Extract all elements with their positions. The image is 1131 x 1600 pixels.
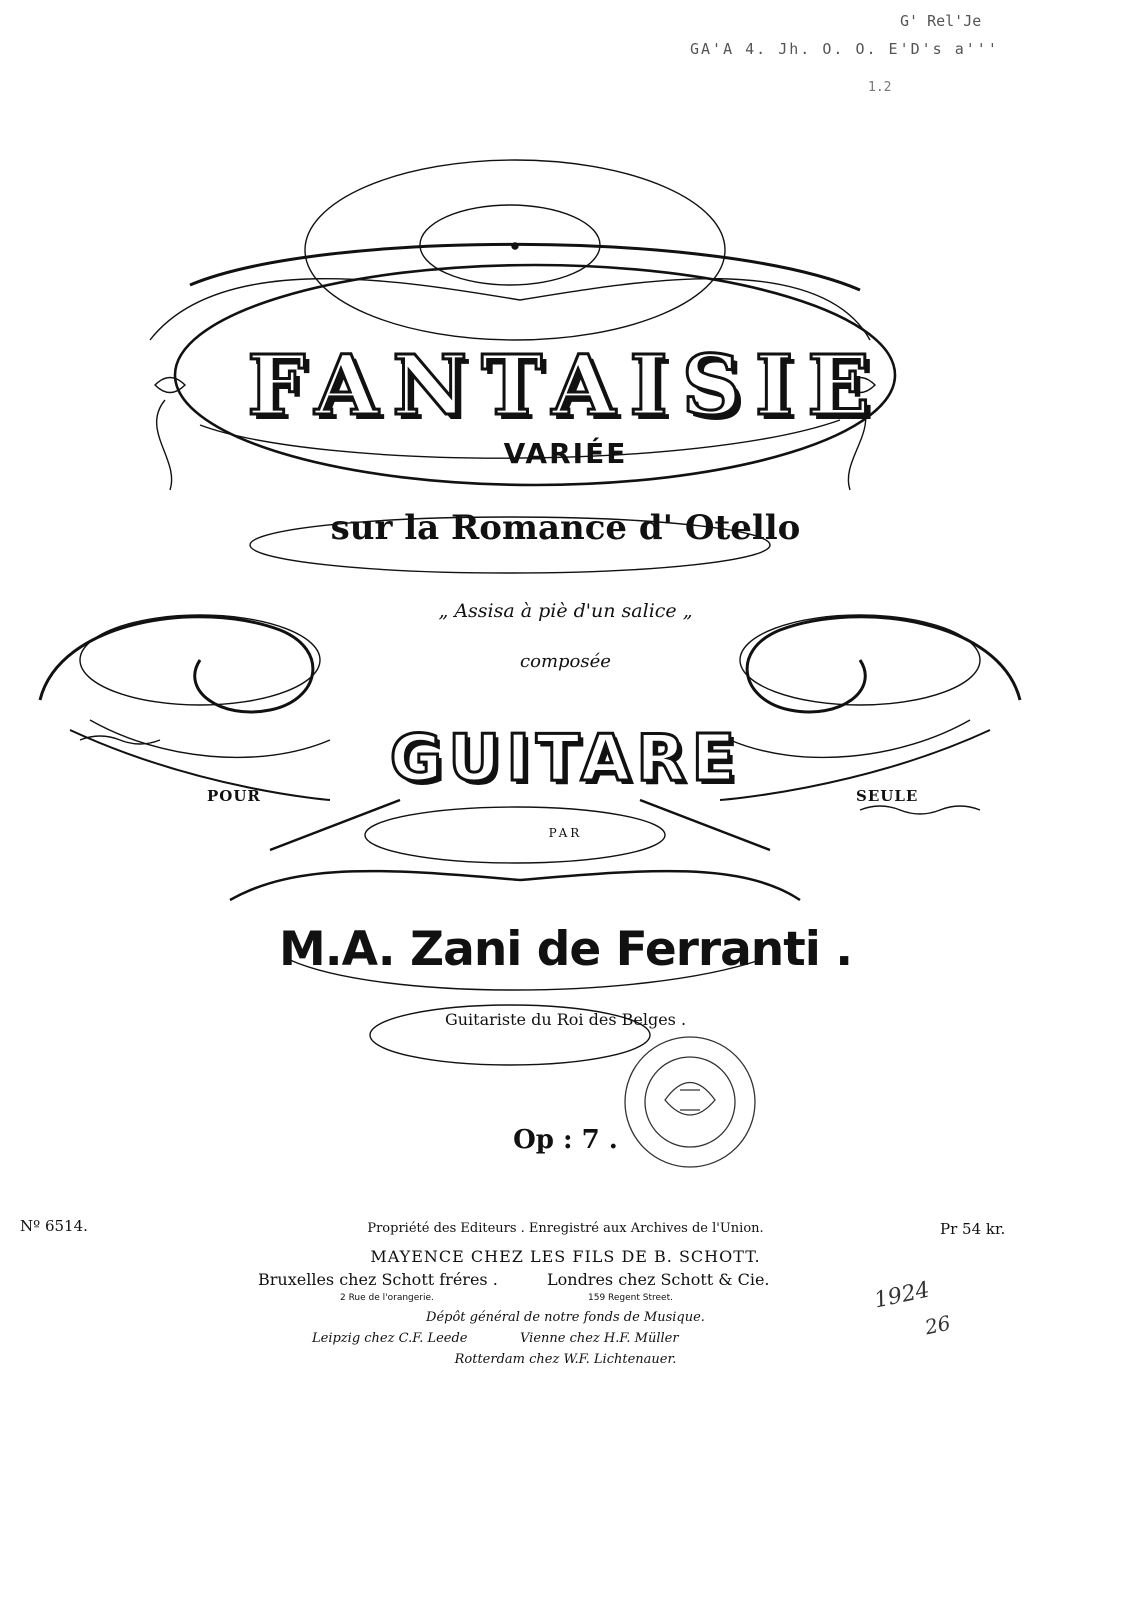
handwritten-number: 26 bbox=[922, 1310, 953, 1340]
leipzig-agent: Leipzig chez C.F. Leede bbox=[312, 1331, 468, 1346]
quote-line: „ Assisa à piè d'un salice „ bbox=[438, 600, 693, 622]
bruxelles-agent: Bruxelles chez Schott fréres . bbox=[258, 1270, 498, 1289]
vienne-agent: Vienne chez H.F. Müller bbox=[520, 1331, 679, 1346]
depot-line: Dépôt général de notre fonds de Musique. bbox=[426, 1310, 705, 1325]
londres-agent: Londres chez Schott & Cie. bbox=[547, 1270, 770, 1289]
library-mark-line2: GA'A 4. Jh. O. O. E'D's a''' bbox=[690, 40, 999, 58]
price: Pr 54 kr. bbox=[940, 1220, 1006, 1238]
plate-number: Nº 6514. bbox=[20, 1217, 88, 1235]
composee-label: composée bbox=[520, 651, 611, 672]
londres-address: 159 Regent Street. bbox=[588, 1293, 673, 1303]
bruxelles-address: 2 Rue de l'orangerie. bbox=[340, 1293, 434, 1303]
opus-number: Op : 7 . bbox=[513, 1125, 618, 1155]
par-label: PAR bbox=[548, 826, 583, 840]
title-fantaisie: FANTAISIE bbox=[247, 338, 884, 434]
romance-line: sur la Romance d' Otello bbox=[330, 508, 801, 548]
handwritten-year: 1924 bbox=[872, 1277, 932, 1314]
library-mark-line1: G' Rel'Je bbox=[900, 12, 982, 30]
left-stroke bbox=[270, 800, 400, 850]
top-swash-2 bbox=[150, 279, 870, 340]
top-swash bbox=[190, 244, 860, 290]
composer-top-swash bbox=[230, 871, 800, 900]
copyright-notice: Propriété des Editeurs . Enregistré aux Archives de l'Union. bbox=[367, 1221, 764, 1236]
seule-label: SEULE bbox=[856, 787, 919, 805]
right-vine bbox=[860, 806, 980, 814]
publisher-line: MAYENCE CHEZ LES FILS DE B. SCHOTT. bbox=[370, 1247, 761, 1266]
rotterdam-agent: Rotterdam chez W.F. Lichtenauer. bbox=[454, 1352, 677, 1367]
pour-label: POUR bbox=[207, 787, 261, 805]
composer-name: M.A. Zani de Ferranti . bbox=[278, 922, 853, 977]
library-mark-line3: 1.2 bbox=[868, 80, 892, 95]
composer-title: Guitariste du Roi des Belges . bbox=[444, 1010, 687, 1029]
instrument-title: GUITARE bbox=[389, 722, 742, 796]
subtitle-variee: VARIÉE bbox=[503, 437, 628, 470]
